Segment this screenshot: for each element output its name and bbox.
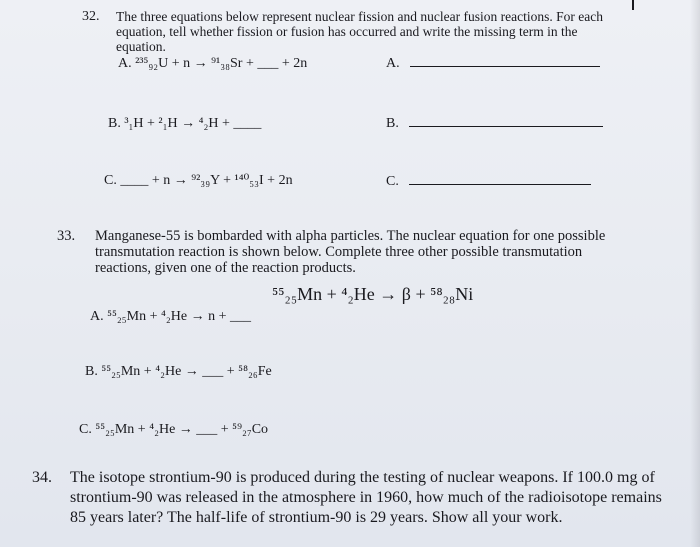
q32-c-equation: C. ____ + n → ⁹²₃₉Y + ¹⁴⁰₅₃I + 2n	[104, 173, 293, 188]
q34-number: 34.	[32, 469, 52, 486]
q32-a-equation: A. ²³⁵₉₂U + n → ⁹¹₃₈Sr + ___ + 2n	[118, 56, 308, 71]
q32-a-blank[interactable]	[410, 65, 600, 67]
q34-line3: 85 years later? The half-life of strontium-90 is 29 years. Show all your work.	[70, 509, 563, 526]
q33-a-equation: A. ⁵⁵₂₅Mn + ⁴₂He → n + ___	[90, 309, 251, 324]
q32-b-blank[interactable]	[409, 125, 603, 127]
q33-line1: Manganese-55 is bombarded with alpha particles. The nuclear equation for one possible	[95, 228, 606, 244]
q32-c-answer-label: C.	[386, 174, 399, 189]
q34-line1: The isotope strontium-90 is produced during the testing of nuclear weapons. If 100.0 mg of	[70, 469, 655, 486]
q32-b-answer-line[interactable]	[386, 116, 603, 132]
q34-line2: strontium-90 was released in the atmosphere in 1960, how much of the radioisotope remains	[70, 489, 662, 506]
q32-a-answer-line[interactable]	[386, 56, 600, 72]
q32-c-blank[interactable]	[409, 183, 591, 185]
q33-number: 33.	[57, 228, 76, 244]
q33-line3: reactions, given one of the reaction products.	[95, 260, 356, 276]
q33-b-equation: B. ⁵⁵₂₅Mn + ⁴₂He → ___ + ⁵⁸₂₆Fe	[85, 364, 272, 379]
q32-intro-line1: The three equations below represent nuclear fission and nuclear fusion reactions. For each	[116, 9, 603, 24]
q32-b-equation: B. ³₁H + ²₁H → ⁴₂H + ____	[108, 116, 262, 131]
q32-intro-line2: equation, tell whether fission or fusion has occurred and write the missing term in the	[116, 24, 578, 39]
q33-main-equation: ⁵⁵₂₅Mn + ⁴₂He → β + ⁵⁸₂₈Ni	[272, 284, 474, 304]
q33-c-equation: C. ⁵⁵₂₅Mn + ⁴₂He → ___ + ⁵⁹₂₇Co	[79, 422, 269, 437]
q33-line2: transmutation reaction is shown below. Complete three other possible transmutation	[95, 244, 583, 260]
q32-a-answer-label: A.	[386, 56, 400, 71]
margin-mark	[632, 0, 634, 10]
q32-number: 32.	[82, 9, 100, 24]
q32-c-answer-line[interactable]	[386, 174, 591, 190]
page-shadow	[690, 0, 700, 547]
q32-b-answer-label: B.	[386, 116, 399, 131]
q32-intro-line3: equation.	[116, 39, 166, 54]
